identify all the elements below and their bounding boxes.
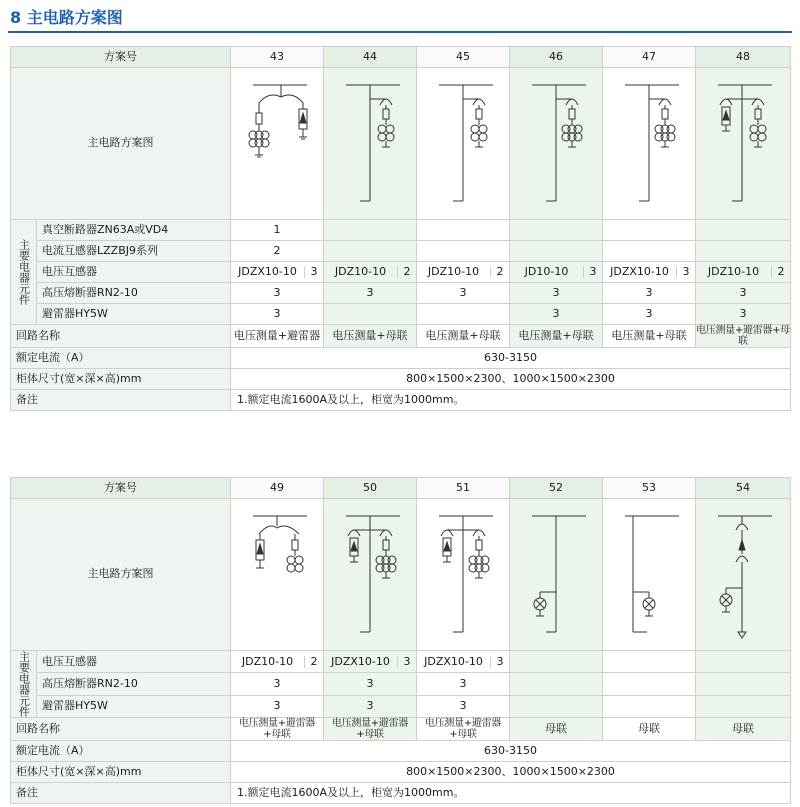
scheme-number: 51 <box>417 478 510 499</box>
arrester-qty <box>603 695 696 717</box>
current-transformer-qty <box>324 241 417 262</box>
cabinet-size-value: 800×1500×2300、1000×1500×2300 <box>231 762 791 783</box>
section-header <box>0 0 800 36</box>
circuit-diagram-47 <box>603 68 696 220</box>
scheme-number: 52 <box>510 478 603 499</box>
fuse-qty <box>510 673 603 695</box>
circuit-diagram-43 <box>231 68 324 220</box>
current-transformer-qty: 2 <box>231 241 324 262</box>
arrester-label: 避雷器HY5W <box>37 304 231 325</box>
fuse-qty: 3 <box>231 283 324 304</box>
fuse-qty: 3 <box>417 283 510 304</box>
scheme-number: 46 <box>510 47 603 68</box>
fuse-qty: 3 <box>510 283 603 304</box>
circuit-name: 电压测量+避雷器+母联 <box>696 325 790 347</box>
cabinet-size-label: 柜体尺寸(宽×深×高)mm <box>11 762 231 783</box>
voltage-transformer-cell <box>603 262 696 283</box>
vt-qty: 2 <box>397 266 416 278</box>
section-title: 8 主电路方案图 <box>10 8 123 27</box>
circuit-name-row <box>11 718 791 741</box>
scheme-number: 53 <box>603 478 696 499</box>
circuit-diagram-51 <box>417 499 510 651</box>
vacuum-breaker-qty <box>417 220 510 241</box>
voltage-transformer-cell <box>696 651 791 673</box>
vacuum-breaker-qty <box>324 220 417 241</box>
scheme-number: 49 <box>231 478 324 499</box>
rated-current-label: 额定电流（A） <box>11 348 231 369</box>
scheme-number-label: 方案号 <box>11 47 231 68</box>
fuse-qty: 3 <box>417 673 510 695</box>
rated-current-row <box>11 348 791 369</box>
rated-current-value: 630-3150 <box>231 348 791 369</box>
voltage-transformer-cell <box>510 262 603 283</box>
arrester-row <box>11 695 791 717</box>
voltage-transformer-row <box>11 651 791 673</box>
circuit-diagram-53 <box>603 499 696 651</box>
vt-model: JDZ10-10 <box>241 654 294 668</box>
cabinet-size-row <box>11 762 791 783</box>
voltage-transformer-cell <box>417 262 510 283</box>
voltage-transformer-cell <box>510 651 603 673</box>
fuse-qty: 3 <box>324 673 417 695</box>
voltage-transformer-cell <box>231 262 324 283</box>
arrester-qty: 3 <box>696 304 791 325</box>
arrester-qty: 3 <box>231 304 324 325</box>
circuit-diagram-50 <box>324 499 417 651</box>
main-components-label: 主要电器元件 <box>11 220 37 325</box>
scheme-number: 43 <box>231 47 324 68</box>
circuit-name-label: 回路名称 <box>11 325 231 348</box>
arrester-qty: 3 <box>231 695 324 717</box>
voltage-transformer-label: 电压互感器 <box>37 651 231 673</box>
arrester-label: 避雷器HY5W <box>37 695 231 717</box>
arrester-qty: 3 <box>603 304 696 325</box>
vacuum-breaker-row <box>11 220 791 241</box>
vt-qty: 2 <box>490 266 509 278</box>
rated-current-label: 额定电流（A） <box>11 741 231 762</box>
current-transformer-qty <box>603 241 696 262</box>
vt-qty: 2 <box>771 266 790 278</box>
fuse-qty: 3 <box>696 283 791 304</box>
remark-value: 1.额定电流1600A及以上，柜宽为1000mm。 <box>231 783 791 804</box>
cabinet-size-row <box>11 369 791 390</box>
rated-current-value: 630-3150 <box>231 741 791 762</box>
voltage-transformer-cell <box>231 651 324 673</box>
voltage-transformer-cell <box>696 262 791 283</box>
circuit-name: 电压测量+避雷器+母联 <box>417 718 510 741</box>
voltage-transformer-cell <box>324 262 417 283</box>
current-transformer-qty <box>510 241 603 262</box>
vt-model: JDZ10-10 <box>427 264 480 278</box>
remark-row <box>11 390 791 411</box>
scheme-number: 44 <box>324 47 417 68</box>
vt-model: JDZX10-10 <box>424 654 483 668</box>
circuit-name: 母联 <box>510 718 603 741</box>
circuit-name-row <box>11 325 791 348</box>
fuse-qty <box>696 673 791 695</box>
vt-qty: 3 <box>583 266 602 278</box>
circuit-name: 电压测量+避雷器+母联 <box>231 718 324 741</box>
title-rule <box>8 31 792 33</box>
voltage-transformer-cell <box>603 651 696 673</box>
vt-model: JDZX10-10 <box>238 264 297 278</box>
current-transformer-row <box>11 241 791 262</box>
current-transformer-qty <box>696 241 791 262</box>
main-components-label: 主要电器元件 <box>11 651 37 718</box>
scheme-number-row <box>11 478 791 499</box>
circuit-name: 电压测量+母联 <box>510 325 603 348</box>
scheme-number: 47 <box>603 47 696 68</box>
current-transformer-qty <box>417 241 510 262</box>
voltage-transformer-row <box>11 262 791 283</box>
arrester-qty: 3 <box>417 695 510 717</box>
vt-model: JD10-10 <box>524 264 569 278</box>
diagram-label: 主电路方案图 <box>11 68 231 220</box>
arrester-qty <box>510 695 603 717</box>
vacuum-breaker-qty <box>603 220 696 241</box>
scheme-number: 54 <box>696 478 791 499</box>
scheme-number-label: 方案号 <box>11 478 231 499</box>
circuit-name: 电压测量+母联 <box>324 325 417 348</box>
fuse-row <box>11 283 791 304</box>
vt-qty: 2 <box>304 656 323 668</box>
diagram-row <box>11 68 791 220</box>
circuit-diagram-49 <box>231 499 324 651</box>
scheme-number: 50 <box>324 478 417 499</box>
vt-qty: 3 <box>676 266 695 278</box>
circuit-name: 电压测量+避雷器+母联 <box>324 718 417 741</box>
diagram-row <box>11 499 791 651</box>
diagram-label: 主电路方案图 <box>11 499 231 651</box>
circuit-diagram-48 <box>696 68 791 220</box>
vacuum-breaker-qty <box>696 220 791 241</box>
voltage-transformer-cell <box>324 651 417 673</box>
vacuum-breaker-qty <box>510 220 603 241</box>
circuit-name: 母联 <box>603 718 696 741</box>
rated-current-row <box>11 741 791 762</box>
vt-model: JDZ10-10 <box>334 264 387 278</box>
circuit-diagram-54 <box>696 499 791 651</box>
scheme-table-43-48 <box>10 46 791 411</box>
cabinet-size-value: 800×1500×2300、1000×1500×2300 <box>231 369 791 390</box>
arrester-qty <box>417 304 510 325</box>
fuse-qty <box>603 673 696 695</box>
circuit-name: 电压测量+避雷器 <box>231 325 324 348</box>
arrester-qty: 3 <box>510 304 603 325</box>
voltage-transformer-cell <box>417 651 510 673</box>
arrester-qty <box>696 695 791 717</box>
circuit-name-label: 回路名称 <box>11 718 231 741</box>
fuse-label: 高压熔断器RN2-10 <box>37 283 231 304</box>
fuse-row <box>11 673 791 695</box>
arrester-row <box>11 304 791 325</box>
remark-label: 备注 <box>11 783 231 804</box>
remark-value: 1.额定电流1600A及以上，柜宽为1000mm。 <box>231 390 791 411</box>
remark-label: 备注 <box>11 390 231 411</box>
circuit-name: 电压测量+母联 <box>417 325 510 348</box>
vacuum-breaker-label: 真空断路器ZN63A或VD4 <box>37 220 231 241</box>
vt-qty: 3 <box>490 656 509 668</box>
circuit-diagram-45 <box>417 68 510 220</box>
voltage-transformer-label: 电压互感器 <box>37 262 231 283</box>
scheme-number-row <box>11 47 791 68</box>
scheme-table-49-54 <box>10 477 791 804</box>
circuit-name: 电压测量+母联 <box>603 325 696 348</box>
circuit-diagram-44 <box>324 68 417 220</box>
current-transformer-label: 电流互感器LZZBJ9系列 <box>37 241 231 262</box>
remark-row <box>11 783 791 804</box>
arrester-qty: 3 <box>324 695 417 717</box>
vacuum-breaker-qty: 1 <box>231 220 324 241</box>
vt-model: JDZ10-10 <box>707 264 760 278</box>
fuse-qty: 3 <box>231 673 324 695</box>
fuse-qty: 3 <box>603 283 696 304</box>
vt-qty: 3 <box>397 656 416 668</box>
fuse-qty: 3 <box>324 283 417 304</box>
circuit-diagram-52 <box>510 499 603 651</box>
scheme-number: 48 <box>696 47 791 68</box>
circuit-diagram-46 <box>510 68 603 220</box>
fuse-label: 高压熔断器RN2-10 <box>37 673 231 695</box>
scheme-number: 45 <box>417 47 510 68</box>
circuit-name: 母联 <box>696 718 791 741</box>
arrester-qty <box>324 304 417 325</box>
vt-qty: 3 <box>304 266 323 278</box>
cabinet-size-label: 柜体尺寸(宽×深×高)mm <box>11 369 231 390</box>
vt-model: JDZX10-10 <box>331 654 390 668</box>
vt-model: JDZX10-10 <box>610 264 669 278</box>
